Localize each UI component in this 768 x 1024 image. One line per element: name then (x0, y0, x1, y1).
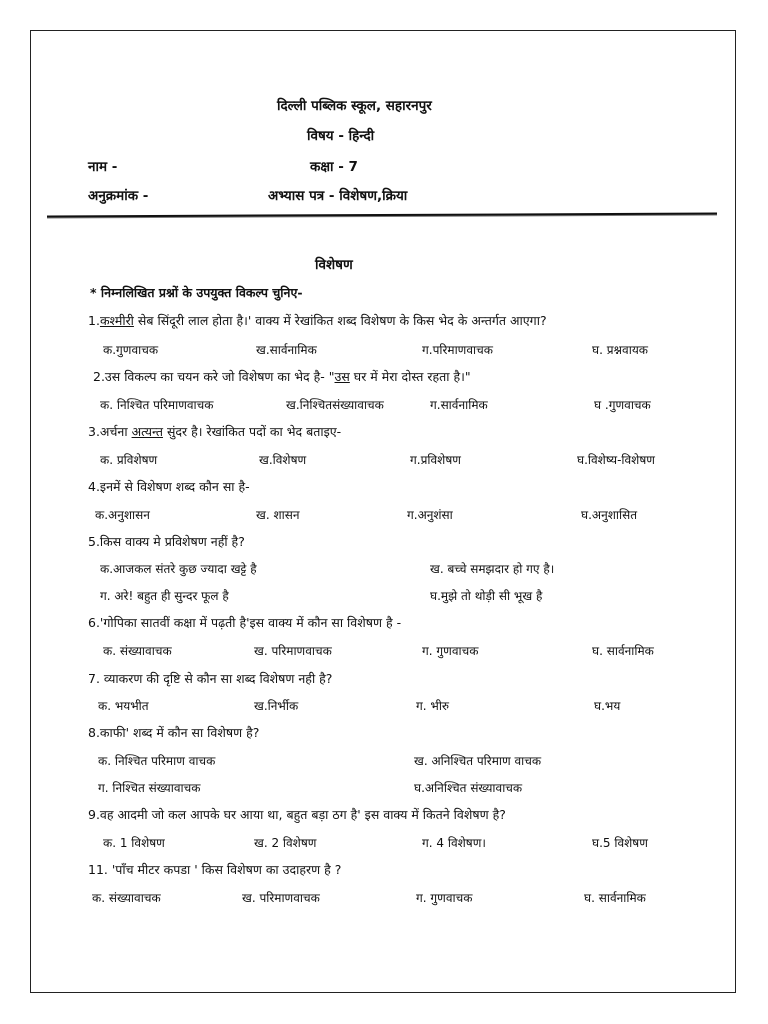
worksheet-title: अभ्यास पत्र - विशेषण,क्रिया (268, 188, 408, 204)
q11-option-b: ख. परिमाणवाचक (242, 891, 320, 905)
q4-option-b: ख. शासन (256, 508, 300, 522)
q1-option-a: क.गुणवाचक (103, 343, 159, 357)
question-7: 7. व्याकरण की दृष्टि से कौन सा शब्द विशेषण नही है? (88, 671, 333, 686)
q2-option-c: ग.सार्वनामिक (430, 398, 488, 412)
q4-option-d: घ.अनुशासित (581, 508, 638, 522)
q2-option-d: घ .गुणवाचक (594, 398, 651, 412)
section-title: विशेषण (315, 257, 353, 273)
question-2: 2.उस विकल्प का चयन करे जो विशेषण का भेद है- "उस घर में मेरा दोस्त रहता है।" (93, 369, 471, 384)
q7-option-d: घ.भय (594, 699, 621, 713)
question-8: 8.काफी' शब्द में कौन सा विशेषण है? (88, 725, 260, 740)
q5-option-b: ख. बच्चे समझदार हो गए है। (430, 562, 555, 576)
q3-option-c: ग.प्रविशेषण (410, 453, 461, 467)
q7-option-b: ख.निर्भीक (254, 699, 299, 713)
q7-option-c: ग. भीरु (416, 699, 450, 713)
question-11: 11. 'पाँच मीटर कपडा ' किस विशेषण का उदाहरण है ? (88, 862, 342, 877)
q8-option-a: क. निश्चित परिमाण वाचक (98, 754, 216, 768)
q11-option-a: क. संख्यावाचक (92, 891, 161, 905)
q9-option-b: ख. 2 विशेषण (254, 836, 317, 850)
q11-option-d: घ. सार्वनामिक (584, 891, 646, 905)
question-1: 1.कश्मीरी सेब सिंदूरी लाल होता है।' वाक्य में रेखांकित शब्द विशेषण के किस भेद के अन्तर्गत आएगा? (88, 313, 547, 328)
q4-option-c: ग.अनुशंसा (407, 508, 453, 522)
q9-option-a: क. 1 विशेषण (103, 836, 165, 850)
q1-option-b: ख.सार्वनामिक (256, 343, 317, 357)
q1-option-c: ग.परिमाणवाचक (422, 343, 493, 357)
subject-line: विषय - हिन्दी (307, 128, 375, 144)
q9-option-c: ग. 4 विशेषण। (422, 836, 486, 850)
roll-number-label: अनुक्रमांक - (88, 188, 149, 204)
question-6: 6.'गोपिका सातवीं कक्षा में पढ़ती है'इस वाक्य में कौन सा विशेषण है - (88, 615, 402, 630)
question-3: 3.अर्चना अत्यन्त सुंदर है। रेखांकित पदों का भेद बताइए- (88, 424, 342, 439)
q8-option-c: ग. निश्चित संख्यावाचक (98, 781, 201, 795)
q5-option-c: ग. अरे! बहुत ही सुन्दर फूल है (100, 589, 229, 603)
q11-option-c: ग. गुणवाचक (416, 891, 473, 905)
q5-option-a: क.आजकल संतरे कुछ ज्यादा खट्टे है (100, 562, 257, 576)
school-name: दिल्ली पब्लिक स्कूल, सहारनपुर (277, 98, 432, 114)
q6-option-a: क. संख्यावाचक (103, 644, 172, 658)
q1-option-d: घ. प्रश्नवायक (592, 343, 648, 357)
q3-option-a: क. प्रविशेषण (100, 453, 158, 467)
q6-option-d: घ. सार्वनामिक (592, 644, 654, 658)
instruction: * निम्नलिखित प्रश्नों के उपयुक्त विकल्प चुनिए- (90, 285, 303, 300)
q5-option-d: घ.मुझे तो थोड़ी सी भूख है (430, 589, 543, 603)
q3-option-b: ख.विशेषण (259, 453, 307, 467)
q2-option-a: क. निश्चित परिमाणवाचक (100, 398, 214, 412)
question-9: 9.वह आदमी जो कल आपके घर आया था, बहुत बड़ा ठग है' इस वाक्य में कितने विशेषण है? (88, 807, 506, 822)
question-4: 4.इनमें से विशेषण शब्द कौन सा है- (88, 479, 250, 494)
q7-option-a: क. भयभीत (98, 699, 149, 713)
q2-option-b: ख.निश्चितसंख्यावाचक (286, 398, 384, 412)
q6-option-c: ग. गुणवाचक (422, 644, 479, 658)
q3-option-d: घ.विशेष्य-विशेषण (577, 453, 655, 467)
question-5: 5.किस वाक्य मे प्रविशेषण नहीं है? (88, 534, 245, 549)
q9-option-d: घ.5 विशेषण (592, 836, 648, 850)
q8-option-d: घ.अनिश्चित संख्यावाचक (414, 781, 523, 795)
q4-option-a: क.अनुशासन (95, 508, 150, 522)
name-label: नाम - (88, 159, 118, 175)
q6-option-b: ख. परिमाणवाचक (254, 644, 332, 658)
class-label: कक्षा - 7 (310, 159, 358, 175)
q8-option-b: ख. अनिश्चित परिमाण वाचक (414, 754, 542, 768)
